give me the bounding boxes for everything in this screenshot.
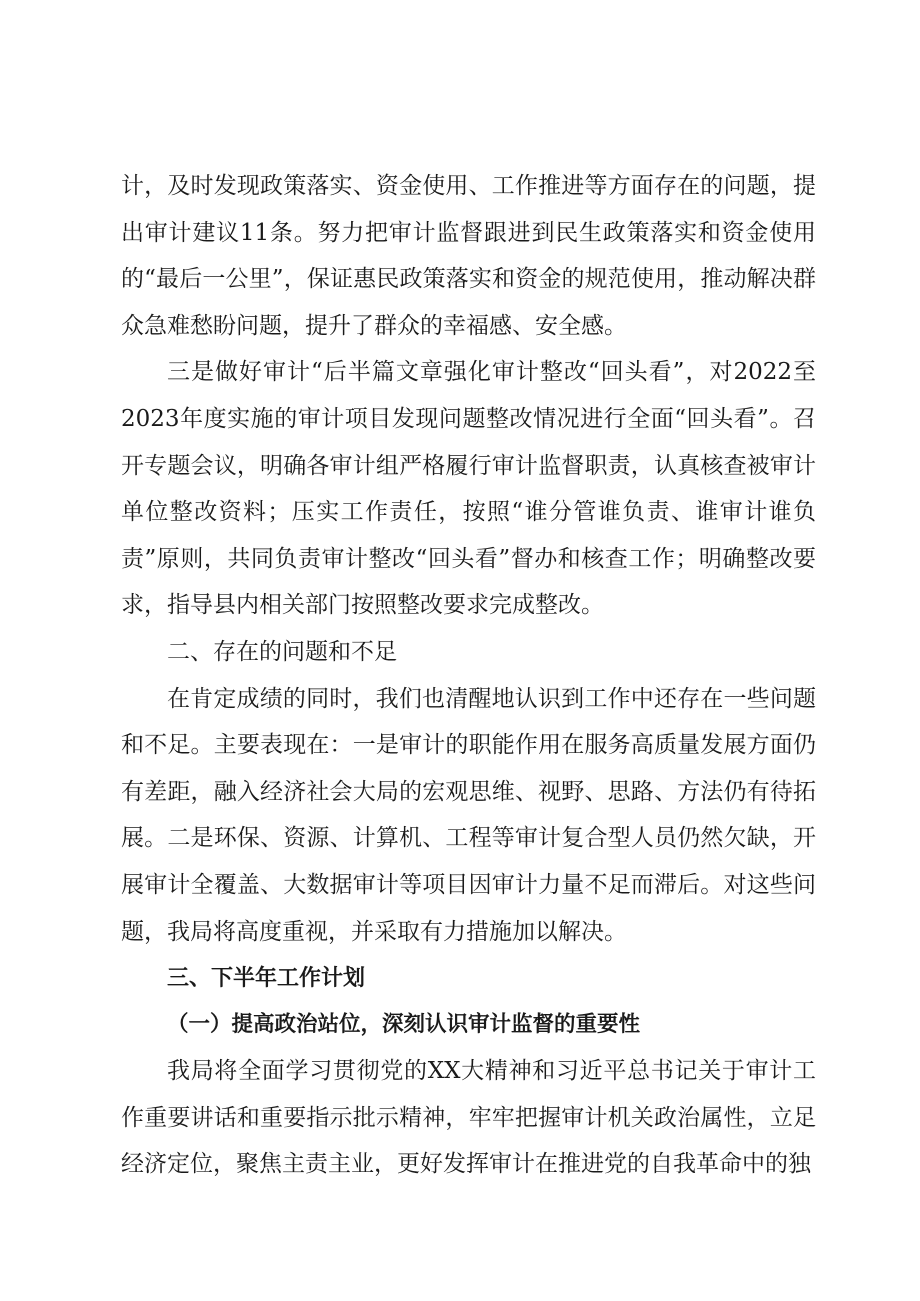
paragraph-2: 三是做好审计“后半篇文章强化审计整改“回头看”，对2022至2023年度实施的审计项目发现问题整改情况进行全面“回头看”。召开专题会议，明确各审计组严格履行审计监督职责，认真核查被审计单位整改资料；压实工作责任，按照“谁分管谁负责、谁审计谁负责”原则，共同负责审计整改“回头看”督办和核查工作；明确整改要求，指导县内相关部门按照整改要求完成整改。 [121, 359, 816, 619]
paragraph-3: 在肯定成绩的同时，我们也清醒地认识到工作中还存在一些问题和不足。主要表现在：一是审计的职能作用在服务高质量发展方面仍有差距，融入经济社会大局的宏观思维、视野、思路、方法仍有待拓展。二是环保、资源、计算机、工程等审计复合型人员仍然欠缺，开展审计全覆盖、大数据审计等项目因审计力量不足而滞后。对这些问题，我局将高度重视，并采取有力措施加以解决。 [121, 685, 816, 945]
paragraph-1: 计，及时发现政策落实、资金使用、工作推进等方面存在的问题，提出审计建议11条。努力把审计监督跟进到民生政策落实和资金使用的“最后一公里”，保证惠民政策落实和资金的规范使用，推动解决群众急难愁盼问题，提升了群众的幸福感、安全感。 [121, 173, 816, 339]
document-body [121, 163, 816, 1188]
subsection-heading-1: （一）提高政治站位，深刻认识审计监督的重要性 [167, 1011, 641, 1037]
section-heading-2: 二、存在的问题和不足 [167, 638, 397, 665]
section-heading-3: 三、下半年工作计划 [167, 965, 366, 992]
paragraph-4: 我局将全面学习贯彻党的XX大精神和习近平总书记关于审计工作重要讲话和重要指示批示精神，牢牢把握审计机关政治属性，立足经济定位，聚焦主责主业，更好发挥审计在推进党的自我革命中的独 [121, 1058, 816, 1178]
